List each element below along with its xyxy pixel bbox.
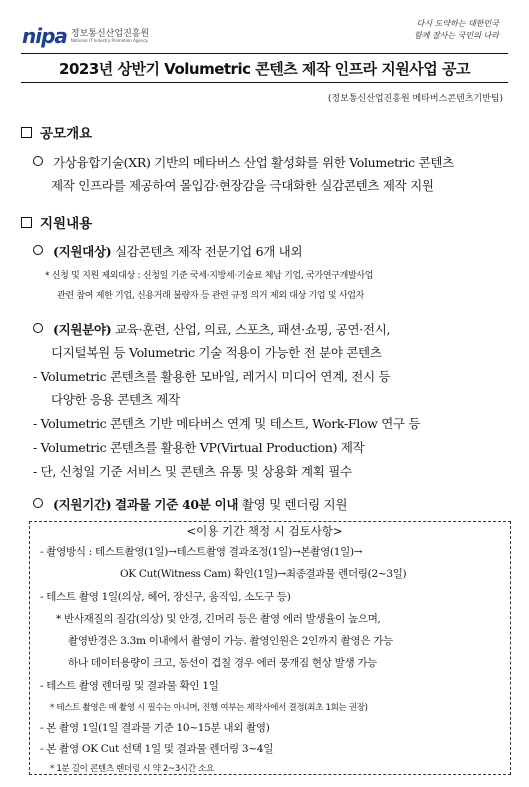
- field-dash-3: - Volumetric 콘텐츠를 활용한 VP(Virtual Production) 제작: [33, 440, 365, 455]
- support-target: (지원대상) 실감콘텐츠 제작 전문기업 6개 내외: [33, 242, 302, 260]
- overview-line-1: 가상융합기술(XR) 기반의 메타버스 산업 활성화를 위한 Volumetric 콘텐츠: [33, 153, 454, 171]
- review-line-11: * 1분 길이 콘텐츠 렌더링 시 약 2~3시간 소요: [50, 764, 214, 774]
- field-dash-1: - Volumetric 콘텐츠를 활용한 모바일, 레거시 미디어 연계, 전시 등: [33, 369, 391, 384]
- review-line-9: - 본 촬영 1일(1일 결과물 기준 10~15분 내외 촬영): [40, 722, 270, 734]
- support-period: (지원기간) 결과물 기준 40분 이내 촬영 및 렌더링 지원: [33, 495, 347, 513]
- review-line-2: OK Cut(Witness Cam) 확인(1일)→최종결과물 렌더링(2~3일): [120, 568, 407, 580]
- logo-korean-name: 정보통신산업진흥원: [70, 28, 150, 39]
- nipa-logo: [22, 24, 149, 48]
- organization: (정보통신산업진흥원 메타버스콘텐츠기반팀): [327, 94, 503, 104]
- review-line-3: - 테스트 촬영 1일(의상, 헤어, 장신구, 움직임, 소도구 등): [40, 591, 291, 603]
- review-line-10: - 본 촬영 OK Cut 선택 1일 및 결과물 렌더링 3~4일: [40, 743, 274, 755]
- logo-mark: nipa: [22, 24, 67, 48]
- circle-bullet-icon: [33, 245, 43, 255]
- review-box-title: <이용 기간 책정 시 검토사항>: [186, 524, 343, 538]
- overview-line-2: 제작 인프라를 제공하여 몰입감·현장감을 극대화한 실감콘텐츠 제작 지원: [51, 178, 434, 193]
- circle-bullet-icon: [33, 323, 43, 333]
- slogan-line-2: 함께 잘사는 국민의 나라: [414, 31, 499, 40]
- review-line-6: 하나 데이터용량이 크고, 동선이 겹칠 경우 에러 뭉개짐 현상 발생 가능: [68, 657, 378, 669]
- square-bullet-icon: [21, 217, 32, 228]
- circle-bullet-icon: [33, 498, 43, 508]
- section-heading-overview: 공모개요: [21, 122, 92, 142]
- review-box: [29, 521, 511, 775]
- square-bullet-icon: [21, 127, 32, 138]
- field-dash-2: - Volumetric 콘텐츠 기반 메타버스 연계 및 테스트, Work-Flow 연구 등: [33, 416, 421, 431]
- review-line-7: - 테스트 촬영 렌더링 및 결과물 확인 1일: [40, 680, 219, 692]
- field-dash-1-cont: 다양한 응용 콘텐츠 제작: [51, 392, 180, 407]
- page-title: 2023년 상반기 Volumetric 콘텐츠 제작 인프라 지원사업 공고: [21, 53, 508, 83]
- slogan-line-1: 다시 도약하는 대한민국: [416, 19, 499, 28]
- section-heading-support: 지원내용: [21, 212, 92, 232]
- target-note-1: * 신청 및 지원 제외대상 : 신청일 기준 국세·지방세·기술료 체납 기업, 국가연구개발사업: [45, 271, 374, 281]
- target-note-2: 관련 참여 제한 기업, 신용거래 불량자 등 관련 규정 의거 제외 대상 기업 및 사업자: [57, 291, 365, 301]
- support-field: (지원분야) 교육·훈련, 산업, 의료, 스포츠, 패션·쇼핑, 공연·전시,: [33, 320, 390, 338]
- review-line-5: 촬영반경은 3.3m 이내에서 촬영이 가능. 촬영인원은 2인까지 촬영은 가능: [68, 635, 393, 647]
- review-line-4: * 반사재질의 질감(의상) 및 안경, 긴머리 등은 촬영 에러 발생율이 높으며,: [56, 613, 381, 625]
- review-line-1: - 촬영방식 : 테스트촬영(1일)→테스트촬영 결과조정(1일)→본촬영(1일)→: [40, 546, 363, 558]
- header: [0, 0, 529, 50]
- field-dash-4: - 단, 신청일 기준 서비스 및 콘텐츠 유통 및 상용화 계획 필수: [33, 464, 352, 479]
- circle-bullet-icon: [33, 156, 43, 166]
- review-line-8: * 테스트 촬영은 매 촬영 시 필수는 아니며, 진행 여부는 제작사에서 결정(최초 1회는 권장): [50, 703, 368, 713]
- slogan: [414, 18, 499, 42]
- logo-english-name: National IT Industry Promotion Agency: [70, 37, 148, 43]
- support-field-line-2: 디지털복원 등 Volumetric 기술 적용이 가능한 전 분야 콘텐츠: [51, 345, 382, 360]
